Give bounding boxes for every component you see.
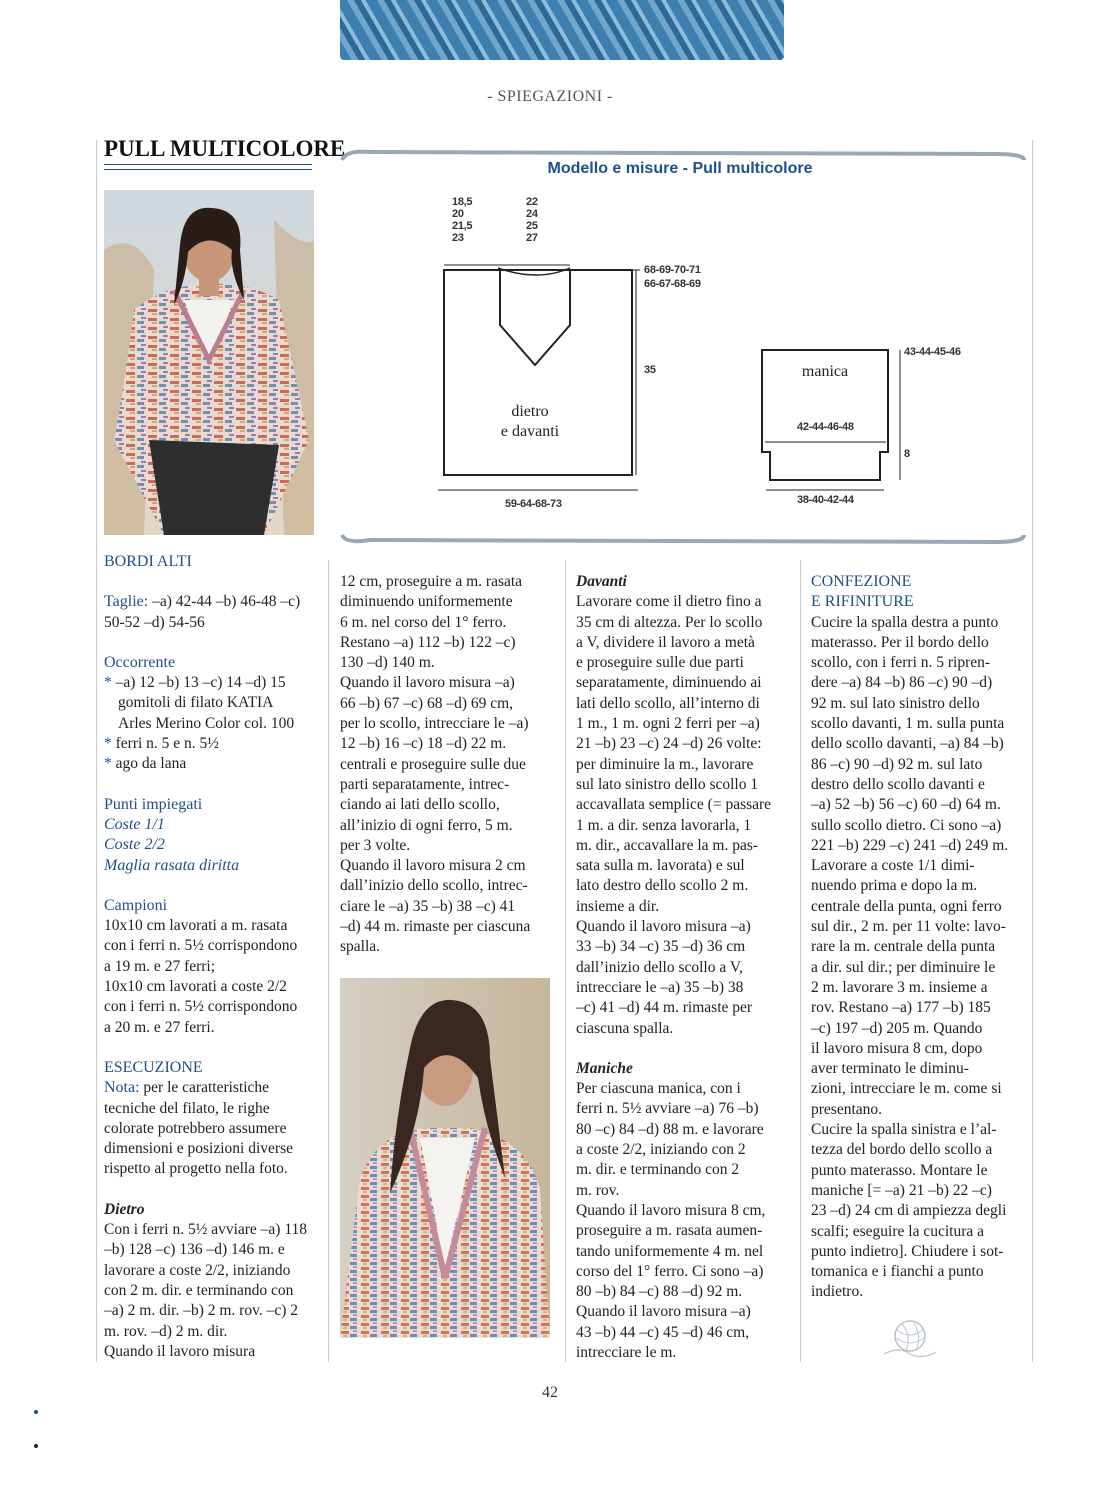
text-line: intrecciare le m. <box>576 1343 677 1361</box>
label-nota: Nota: <box>104 1079 140 1097</box>
column-rule-1 <box>328 560 329 1362</box>
text-line: 23 –d) 24 cm di ampiezza degli <box>811 1202 1007 1220</box>
text-line: il lavoro misura 8 cm, dopo <box>811 1039 983 1057</box>
text-taglie-2: 50-52 –d) 54-56 <box>104 613 205 631</box>
text-line: 1 m., 1 m. ogni 2 ferri per –a) <box>576 715 760 733</box>
heading-campioni: Campioni <box>104 896 168 914</box>
heading-esecuzione: ESECUZIONE <box>104 1058 203 1076</box>
text-line: colorate potrebbero assumere <box>104 1119 287 1137</box>
occ-line: –a) 12 –b) 13 –c) 14 –d) 15 <box>115 674 286 692</box>
text-line: dall’inizio dello scollo, intrec- <box>340 877 528 895</box>
text-line: 92 m. sul lato sinistro dello <box>811 694 980 712</box>
text-line: a 19 m. e 27 ferri; <box>104 957 216 975</box>
text-line: Quando il lavoro misura –a) <box>340 674 515 692</box>
text-line: scalfi; eseguire la cucitura a <box>811 1222 984 1240</box>
text-line: Cucire la spalla sinistra e l’al- <box>811 1121 997 1139</box>
text-line: 86 –c) 90 –d) 92 m. sul lato <box>811 755 983 773</box>
text-line: –a) 52 –b) 56 –c) 60 –d) 64 m. <box>811 796 1001 814</box>
text-line: e proseguire sulle due parti <box>576 654 744 672</box>
heading-bordi: BORDI ALTI <box>104 553 192 570</box>
text-line: Quando il lavoro misura <box>104 1342 256 1360</box>
text-line: 2 m. lavorare 3 m. insieme a <box>811 978 988 996</box>
margin-dot <box>34 1444 38 1448</box>
text-line: ciascuna spalla. <box>576 1019 674 1037</box>
text-line: sata sulla m. lavorata) e sul <box>576 857 745 875</box>
text-line: punto indietro]. Chiudere i sot- <box>811 1242 1004 1260</box>
sleeve-mid-measure: 42-44-46-48 <box>797 421 854 433</box>
text-line: 6 m. nel corso del 1° ferro. <box>340 613 507 631</box>
text-line: con i ferri n. 5½ corrispondono <box>104 998 298 1016</box>
text-line: –a) 2 m. dir. –b) 2 m. rov. –c) 2 <box>104 1302 298 1320</box>
heading-confezione: CONFEZIONE <box>811 573 912 590</box>
text-line: a V, dividere il lavoro a metà <box>576 633 755 651</box>
text-line: 12 –b) 16 –c) 18 –d) 22 m. <box>340 735 507 753</box>
text-line: 43 –b) 44 –c) 45 –d) 46 cm, <box>576 1323 750 1341</box>
occ-line: ago da lana <box>115 755 187 773</box>
text-line: indietro. <box>811 1283 864 1301</box>
text-line: presentano. <box>811 1100 883 1118</box>
text-line: tecniche del filato, le righe <box>104 1099 270 1117</box>
text-line: 130 –d) 140 m. <box>340 654 435 672</box>
text-line: scollo davanti, 1 m. sulla punta <box>811 715 1005 733</box>
text-line: 10x10 cm lavorati a coste 2/2 <box>104 978 287 996</box>
model-photo-main <box>104 190 314 535</box>
stitch-item: Maglia rasata diritta <box>104 856 240 874</box>
text-line: Quando il lavoro misura –a) <box>576 918 751 936</box>
text-line: separatamente, diminuendo ai <box>576 674 762 692</box>
heading-punti: Punti impiegati <box>104 795 203 813</box>
text-line: lavorare a coste 2/2, iniziando <box>104 1261 291 1279</box>
text-line: Lavorare a coste 1/1 dimi- <box>811 857 975 875</box>
text-line: ciare le –a) 35 –b) 38 –c) 41 <box>340 897 516 915</box>
column-rule-2 <box>565 560 566 1362</box>
text-line: rispetto al progetto nella foto. <box>104 1160 288 1178</box>
text-line: aver terminato le diminu- <box>811 1060 969 1078</box>
text-line: a dir. sul dir.; per diminuire le <box>811 958 996 976</box>
body-piece-label: dietro e davanti <box>500 403 560 440</box>
shoulder-measure-a: 68-69-70-71 <box>644 264 701 276</box>
heading-occorrente: Occorrente <box>104 653 176 671</box>
text-taglie: –a) 42-44 –b) 46-48 –c) <box>148 593 301 611</box>
text-line: ferri n. 5½ avviare –a) 76 –b) <box>576 1100 759 1118</box>
text-line: Quando il lavoro misura –a) <box>576 1303 751 1321</box>
text-line: rov. Restano –a) 177 –b) 185 <box>811 999 991 1017</box>
column-rule-3 <box>800 560 801 1362</box>
text-line: Quando il lavoro misura 8 cm, <box>576 1201 766 1219</box>
text-line: sullo scollo dietro. Ci sono –a) <box>811 816 1002 834</box>
text-line: –c) 41 –d) 44 m. rimaste per <box>576 999 753 1017</box>
text-line: Quando il lavoro misura 2 cm <box>340 857 526 875</box>
text-line: Per ciascuna manica, con i <box>576 1080 741 1098</box>
text-line: dere –a) 84 –b) 86 –c) 90 –d) <box>811 674 993 692</box>
text-line: 10x10 cm lavorati a m. rasata <box>104 917 288 935</box>
body-height-measure: 35 <box>644 364 656 376</box>
stitch-item: Coste 2/2 <box>104 836 165 854</box>
heading-maniche: Maniche <box>576 1059 633 1077</box>
pattern-diagram <box>340 140 1030 550</box>
text-line: diminuendo uniformemente <box>340 593 513 611</box>
text-line: 1 m. a dir. senza lavorarla, 1 <box>576 816 752 834</box>
text-line: m. rov. <box>576 1181 620 1199</box>
column-rule-right <box>1032 140 1033 1362</box>
column-3 <box>576 572 790 1363</box>
stitch-item: Coste 1/1 <box>104 815 165 833</box>
text-line: centrali e proseguire sulle due <box>340 755 526 773</box>
text-line: destro dello scollo davanti e <box>811 775 985 793</box>
text-line: lato destro dello scollo 2 m. <box>576 877 749 895</box>
text-line: m. dir. e terminando con 2 <box>576 1161 740 1179</box>
text-line: 33 –b) 34 –c) 35 –d) 36 cm <box>576 938 746 956</box>
neck-measure-left: 18,5 20 21,5 23 <box>452 196 473 244</box>
text-line: 80 –c) 84 –d) 88 m. e lavorare <box>576 1120 764 1138</box>
neck-measure-right: 22 24 25 27 <box>526 196 538 244</box>
text-line: 66 –b) 67 –c) 68 –d) 69 cm, <box>340 694 514 712</box>
column-4 <box>811 572 1023 1303</box>
page-title: PULL MULTICOLORE <box>104 136 346 161</box>
yarn-ball-icon <box>880 1316 940 1360</box>
text-line: per le caratteristiche <box>139 1079 270 1097</box>
text-line: 12 cm, proseguire a m. rasata <box>340 573 523 590</box>
text-line: rare la m. centrale della punta <box>811 938 996 956</box>
heading-rifiniture: E RIFINITURE <box>811 593 914 611</box>
text-line: Con i ferri n. 5½ avviare –a) 118 <box>104 1221 308 1239</box>
model-photo-secondary <box>340 978 550 1338</box>
occ-line: gomitoli di filato KATIA <box>118 694 274 712</box>
text-line: sul dir., 2 m. per 11 volte: lavo- <box>811 918 1006 936</box>
text-line: –c) 197 –d) 205 m. Quando <box>811 1019 983 1037</box>
column-2 <box>340 572 554 958</box>
text-line: 35 cm di altezza. Per lo scollo <box>576 613 763 631</box>
heading-davanti: Davanti <box>576 573 627 590</box>
column-rule-left <box>96 140 97 1362</box>
knit-texture-banner <box>340 0 784 60</box>
text-line: 21 –b) 23 –c) 24 –d) 26 volte: <box>576 735 762 753</box>
text-line: corso del 1° ferro. Ci sono –a) <box>576 1262 764 1280</box>
page-number: 42 <box>542 1384 558 1401</box>
text-line: per lo scollo, intrecciare le –a) <box>340 715 529 733</box>
heading-dietro: Dietro <box>104 1200 145 1218</box>
text-line: m. rov. –d) 2 m. dir. <box>104 1322 228 1340</box>
text-line: –d) 44 m. rimaste per ciascuna <box>340 918 531 936</box>
text-line: zioni, intrecciare le m. come si <box>811 1080 1002 1098</box>
text-line: –b) 128 –c) 136 –d) 146 m. e <box>104 1241 285 1259</box>
title-underline <box>104 164 312 170</box>
text-line: proseguire a m. rasata aumen- <box>576 1222 763 1240</box>
text-line: con i ferri n. 5½ corrispondono <box>104 937 298 955</box>
text-line: ciando ai lati dello scollo, <box>340 796 500 814</box>
text-line: accavallata semplice (= passare <box>576 796 772 814</box>
text-line: a coste 2/2, iniziando con 2 <box>576 1141 746 1159</box>
sleeve-cuff-measure: 8 <box>904 448 910 460</box>
text-line: all’inizio di ogni ferro, 5 m. <box>340 816 513 834</box>
shoulder-measure-b: 66-67-68-69 <box>644 278 701 290</box>
text-line: m. dir., accavallare la m. pas- <box>576 836 759 854</box>
text-line: tomanica e i fianchi a punto <box>811 1263 984 1281</box>
text-line: con 2 m. dir. e terminando con <box>104 1281 294 1299</box>
text-line: 80 –b) 84 –c) 88 –d) 92 m. <box>576 1283 743 1301</box>
text-line: intrecciare le –a) 35 –b) 38 <box>576 978 744 996</box>
text-line: per 3 volte. <box>340 836 411 854</box>
section-header: - SPIEGAZIONI - <box>487 88 613 105</box>
margin-dot <box>34 1410 38 1414</box>
text-line: materasso. Per il bordo dello <box>811 633 989 651</box>
text-line: lati dello scollo, all’interno di <box>576 694 760 712</box>
sleeve-bottom-measure: 38-40-42-44 <box>797 494 854 506</box>
label-taglie: Taglie: <box>104 593 149 611</box>
text-line: Restano –a) 112 –b) 122 –c) <box>340 633 516 651</box>
text-line: tezza del bordo dello scollo a <box>811 1141 993 1159</box>
text-line: Cucire la spalla destra a punto <box>811 613 999 631</box>
text-line: punto materasso. Montare le <box>811 1161 988 1179</box>
text-line: centrale della punta, ogni ferro <box>811 897 1002 915</box>
text-line: 221 –b) 229 –c) 241 –d) 249 m. <box>811 836 1009 854</box>
column-1: BORDI ALTI Taglie: –a) 42-44 –b) 46-48 –c) 50-52 –d) 54-56 Occorrente * –a) 12 –b) 13 –c) 14 –d) 15 gomitoli di filato KATIA Arles Merino Color col. 100 * ferri n. 5 e n. 5½ * ago da lana Punti impiegati Coste 1/1 Coste 2/2 Maglia rasata diritta Campioni 10x10 cm lavorati a m. rasata con i ferri n. 5½ corrispondono a 19 m. e 27 ferri; 10x10 cm lavorati a coste 2/2 con i ferri n. 5½ corrispondono a 20 m. e 27 ferri. ESECUZIONE Nota: per le caratteristiche tecniche del filato, le righe colorate potrebbero assumere dimensioni e posizioni diverse rispetto al progetto nella foto. Dietro Con i ferri n. 5½ avviare –a) 118 –b) 128 –c) 136 –d) 146 m. e lavorare a coste 2/2, iniziando con 2 m. dir. e terminando con –a) 2 m. dir. –b) 2 m. rov. –c) 2 m. rov. –d) 2 m. dir. Quando il lavoro misura <box>104 552 320 1362</box>
sleeve-top-measure: 43-44-45-46 <box>904 346 961 358</box>
text-line: sul lato sinistro dello scollo 1 <box>576 775 759 793</box>
text-line: nuendo prima e dopo la m. <box>811 877 978 895</box>
text-line: dall’inizio dello scollo a V, <box>576 958 743 976</box>
text-line: parti separatamente, intrec- <box>340 775 510 793</box>
occ-line: ferri n. 5 e n. 5½ <box>115 735 219 753</box>
text-line: dello scollo davanti, –a) 84 –b) <box>811 735 1004 753</box>
occ-line: Arles Merino Color col. 100 <box>118 714 295 732</box>
text-line: Lavorare come il dietro fino a <box>576 593 762 611</box>
text-line: dimensioni e posizioni diverse <box>104 1140 293 1158</box>
text-line: tando uniformemente 4 m. nel <box>576 1242 764 1260</box>
text-line: a 20 m. e 27 ferri. <box>104 1018 215 1036</box>
text-line: per diminuire la m., lavorare <box>576 755 754 773</box>
text-line: scollo, con i ferri n. 5 ripren- <box>811 654 991 672</box>
text-line: maniche [= –a) 21 –b) 22 –c) <box>811 1181 992 1199</box>
text-line: spalla. <box>340 938 381 956</box>
sleeve-label: manica <box>801 363 849 380</box>
text-line: insieme a dir. <box>576 897 660 915</box>
diagram-caption: Modello e misure - Pull multicolore <box>547 160 813 177</box>
body-width-measure: 59-64-68-73 <box>505 498 562 510</box>
